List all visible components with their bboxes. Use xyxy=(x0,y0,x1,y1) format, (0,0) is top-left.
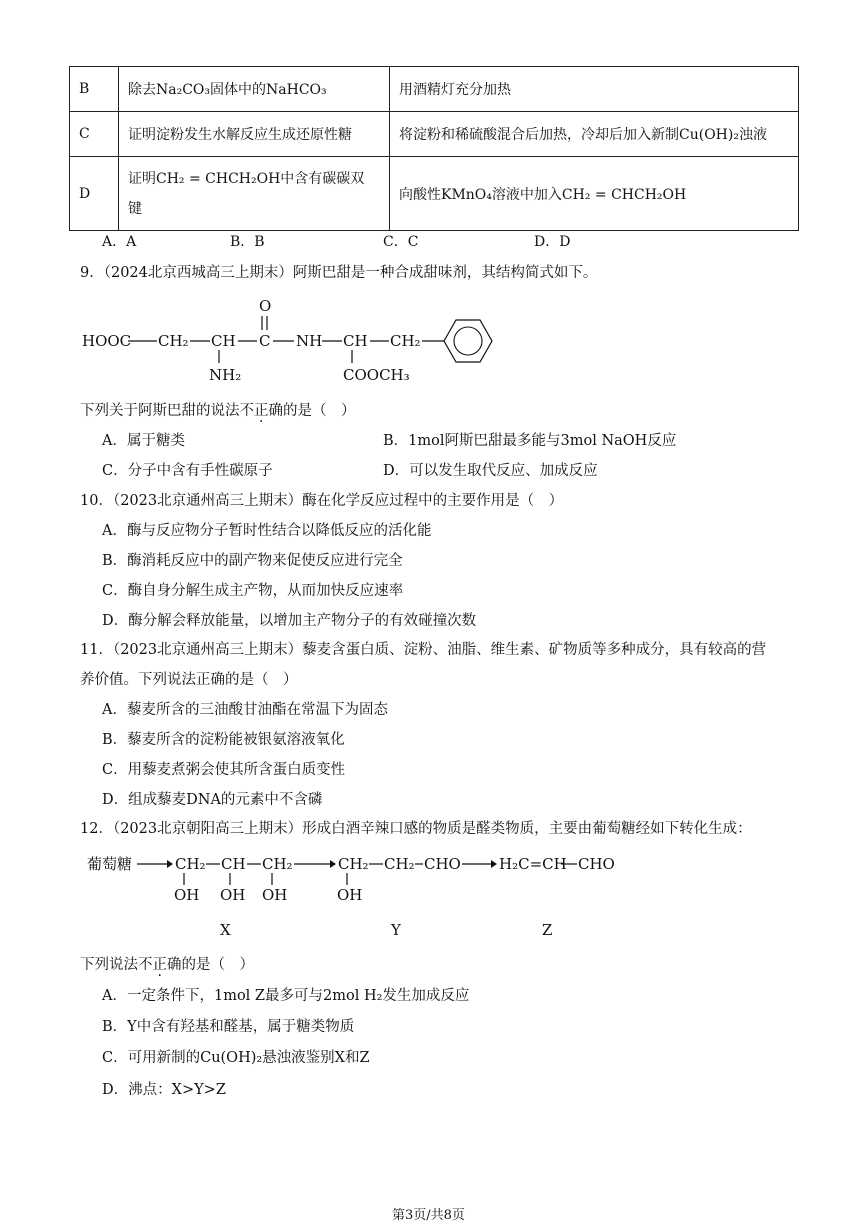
question-text: 的是（ ） xyxy=(283,403,356,419)
row-purpose xyxy=(119,157,390,231)
formula-nh: NH xyxy=(296,332,323,350)
scheme-z-left: H₂C=CH xyxy=(499,855,567,873)
formula-nh2: NH₂ xyxy=(209,366,242,384)
q11-stem: 养价值。下列说法正确的是（ ） xyxy=(80,672,298,688)
table-row xyxy=(70,157,799,231)
scheme-ch2: CH₂ xyxy=(175,855,206,873)
label-z: Z xyxy=(542,921,553,939)
formula-hooc: HOOC xyxy=(82,332,132,350)
row-method: 将淀粉和稀硫酸混合后加热，冷却后加入新制Cu(OH)₂浊液 xyxy=(390,112,799,157)
scheme-glucose: 葡萄糖 xyxy=(87,855,133,873)
q8-option-a: A．A xyxy=(102,234,137,250)
q10-stem: 10．（2023北京通州高三上期末）酶在化学反应过程中的主要作用是（ ） xyxy=(80,493,564,509)
q9-option-c: C．分子中含有手性碳原子 xyxy=(102,463,273,479)
scheme-ch2: CH₂ xyxy=(338,855,369,873)
q12-option-b: B．Y中含有羟基和醛基，属于糖类物质 xyxy=(102,1019,355,1035)
scheme-oh: OH xyxy=(220,886,246,904)
page-footer: 第3页/共8页 xyxy=(392,1208,465,1223)
q11-stem: 11．（2023北京通州高三上期末）藜麦含蛋白质、淀粉、油脂、维生素、矿物质等多种成分，具有较高的营 xyxy=(80,642,767,658)
q8-option-c: C．C xyxy=(383,234,419,250)
conversion-scheme xyxy=(0,845,868,945)
row-label: B xyxy=(70,67,119,112)
experiment-table xyxy=(69,66,799,231)
aspartame-structure xyxy=(0,290,868,390)
q9-stem: 9．（2024北京西城高三上期末）阿斯巴甜是一种合成甜味剂，其结构简式如下。 xyxy=(80,265,598,281)
question-text: 下列说法 xyxy=(80,957,138,973)
purpose-line: 键 xyxy=(128,200,142,217)
row-purpose: 证明淀粉发生水解反应生成还原性糖 xyxy=(119,112,390,157)
row-label: C xyxy=(70,112,119,157)
q10-option-d: D．酶分解会释放能量，以增加主产物分子的有效碰撞次数 xyxy=(102,613,477,629)
q9-option-d: D．可以发生取代反应、加成反应 xyxy=(383,463,598,479)
label-x: X xyxy=(220,921,231,939)
q9-option-b: B．1mol阿斯巴甜最多能与3mol NaOH反应 xyxy=(383,433,677,449)
formula-ch2: CH₂ xyxy=(158,332,189,350)
scheme-ch2: CH₂ xyxy=(384,855,415,873)
q11-option-d: D．组成藜麦DNA的元素中不含磷 xyxy=(102,792,323,808)
formula-ch2: CH₂ xyxy=(390,332,421,350)
row-purpose: 除去Na₂CO₃固体中的NaHCO₃ xyxy=(119,67,390,112)
formula-o: O xyxy=(259,297,272,315)
q11-option-b: B．藜麦所含的淀粉能被银氨溶液氧化 xyxy=(102,732,345,748)
table-row xyxy=(70,67,799,112)
purpose-line: 证明CH₂ = CHCH₂OH中含有碳碳双 xyxy=(128,170,365,187)
scheme-oh: OH xyxy=(262,886,288,904)
q12-stem: 12．（2023北京朝阳高三上期末）形成白酒辛辣口感的物质是醛类物质，主要由葡萄糖经如下转化生成： xyxy=(80,821,752,837)
question-text: 的是（ ） xyxy=(181,957,254,973)
benzene-ring xyxy=(444,320,492,362)
q10-option-c: C．酶自身分解生成主产物，从而加快反应速率 xyxy=(102,583,404,599)
q12-question xyxy=(80,956,254,974)
scheme-ch: CH xyxy=(221,855,246,873)
q8-option-b: B．B xyxy=(230,234,265,250)
scheme-ch2: CH₂ xyxy=(262,855,293,873)
q10-option-a: A．酶与反应物分子暂时性结合以降低反应的活化能 xyxy=(102,523,432,539)
q11-option-c: C．用藜麦煮粥会使其所含蛋白质变性 xyxy=(102,762,346,778)
formula-c: C xyxy=(259,332,271,350)
emphasis-text: 不正确 xyxy=(138,957,182,973)
label-y: Y xyxy=(391,921,401,939)
q9-option-a: A．属于糖类 xyxy=(102,433,185,449)
scheme-cho: CHO xyxy=(424,855,461,873)
q9-question xyxy=(80,402,356,420)
q8-option-d: D．D xyxy=(534,234,571,250)
q12-option-a: A．一定条件下，1mol Z最多可与2mol H₂发生加成反应 xyxy=(102,988,470,1004)
table-row xyxy=(70,112,799,157)
formula-cooch3: COOCH₃ xyxy=(343,366,410,384)
q12-option-c: C．可用新制的Cu(OH)₂悬浊液鉴别X和Z xyxy=(102,1050,370,1066)
q12-option-d: D．沸点：X>Y>Z xyxy=(102,1082,226,1098)
emphasis-text: 不正确 xyxy=(239,403,283,419)
scheme-cho: CHO xyxy=(578,855,615,873)
formula-ch: CH xyxy=(343,332,368,350)
row-label: D xyxy=(70,157,119,231)
formula-ch: CH xyxy=(211,332,236,350)
row-method: 用酒精灯充分加热 xyxy=(390,67,799,112)
scheme-oh: OH xyxy=(174,886,200,904)
q10-option-b: B．酶消耗反应中的副产物来促使反应进行完全 xyxy=(102,553,403,569)
scheme-oh: OH xyxy=(337,886,363,904)
q11-option-a: A．藜麦所含的三油酸甘油酯在常温下为固态 xyxy=(102,702,388,718)
row-method: 向酸性KMnO₄溶液中加入CH₂ = CHCH₂OH xyxy=(390,157,799,231)
question-text: 下列关于阿斯巴甜的说法 xyxy=(80,403,240,419)
